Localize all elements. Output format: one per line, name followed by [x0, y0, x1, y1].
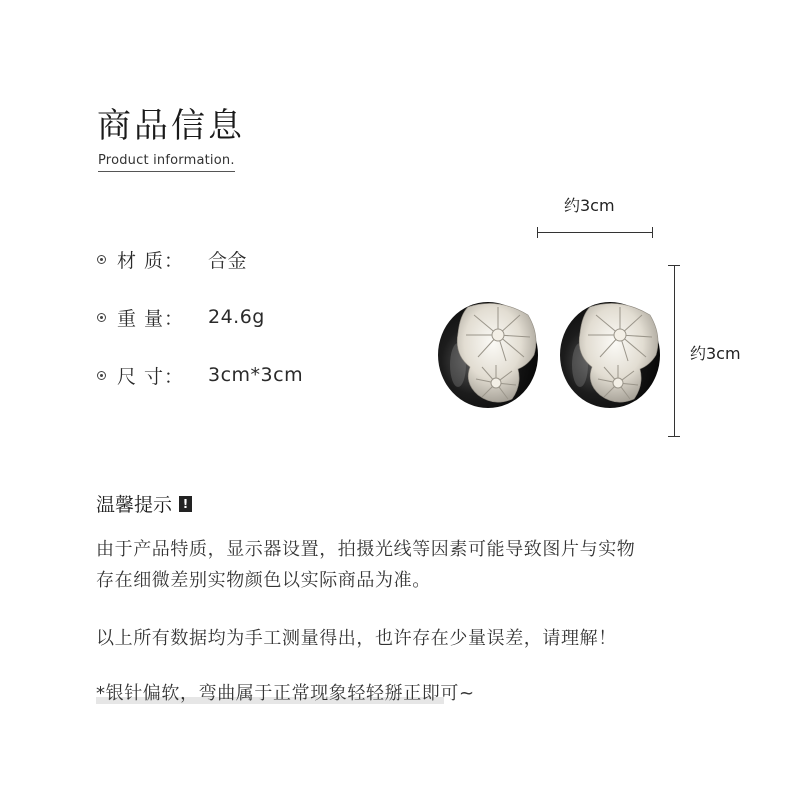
- spec-value: 合金: [208, 249, 248, 272]
- notice-line: *银针偏软，弯曲属于正常现象轻轻掰正即可~: [96, 683, 475, 704]
- left-earring: [438, 302, 538, 408]
- spec-value: 24.6g: [208, 306, 265, 328]
- notice-title-text: 温馨提示: [96, 494, 173, 516]
- spec-row-weight: [97, 304, 265, 330]
- bullet-icon: [97, 313, 106, 322]
- notice-title: [96, 490, 192, 517]
- spec-value: 3cm*3cm: [208, 364, 304, 386]
- alert-icon: !: [179, 496, 192, 512]
- spec-label: 材 质：: [117, 249, 185, 272]
- width-dimension-label: 约3cm: [564, 196, 615, 215]
- notice-line: 由于产品特质，显示器设置，拍摄光线等因素可能导致图片与实物: [96, 539, 636, 560]
- spec-row-material: [97, 246, 247, 272]
- page-subtitle: Product information.: [98, 153, 235, 172]
- notice-line: 存在细微差别实物颜色以实际商品为准。: [96, 570, 431, 591]
- spec-row-size: [97, 362, 303, 388]
- earrings-image: [436, 300, 666, 410]
- notice-line: 以上所有数据均为手工测量得出，也许存在少量误差，请理解！: [96, 628, 617, 649]
- page-title: 商品信息: [97, 106, 245, 146]
- spec-label: 尺 寸：: [117, 365, 185, 388]
- height-dimension-label: 约3cm: [690, 344, 741, 363]
- bullet-icon: [97, 255, 106, 264]
- bullet-icon: [97, 371, 106, 380]
- spec-label: 重 量：: [117, 307, 185, 330]
- right-earring: [560, 302, 660, 408]
